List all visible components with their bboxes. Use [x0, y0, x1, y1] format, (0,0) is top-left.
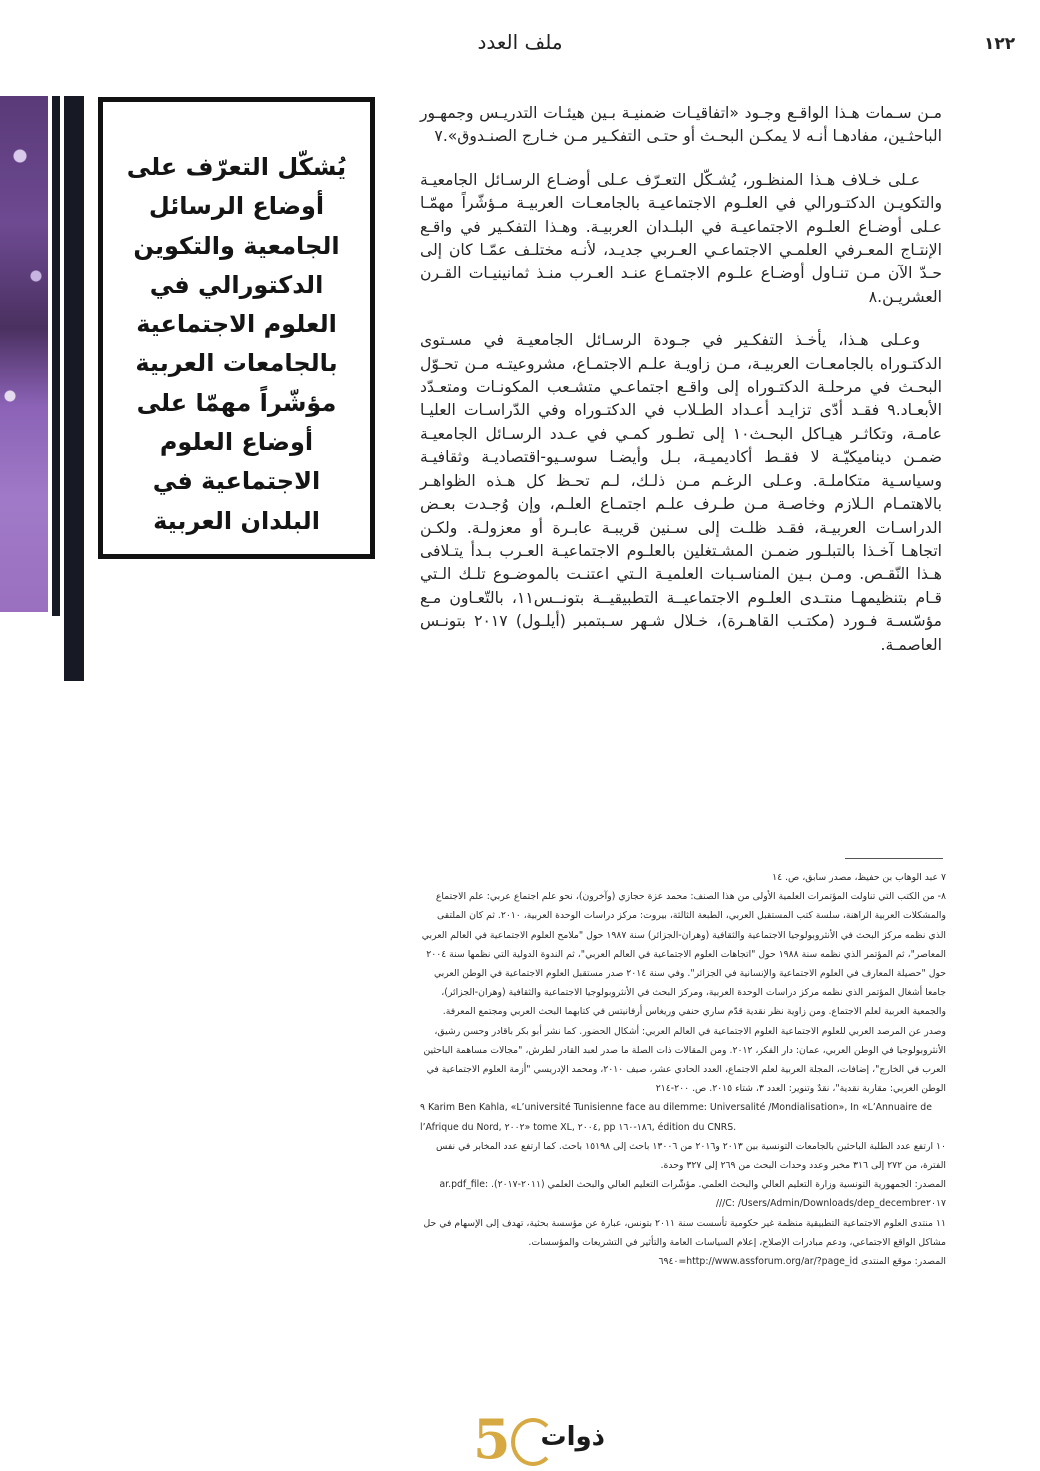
footnote: ١٠ ارتفع عدد الطلبة الباحثين بالجامعات التونسية بين ٢٠١٣ و٢٠١٦ من ١٣٠٠٦ باحث إلى ١٥١٩٨ باحث. كما ارتفع عدد المخابر في نفس الفترة، من ٢٧٢ إلى ٣١٦ مخبر وعدد وحدات البحث من ٢٦٩ إلى ٣٢٧ وحدة. — [435, 1140, 946, 1172]
article-paragraph: وعـلى هـذا، يأخـذ التفكـير في جـودة الرسـائل الجامعيـة في مسـتوى الدكتـوراه بالجامعـات العربيـة، مـن زاويـة علـم الاجتمـاع، مشروعيتـه مـن تحـوّل البحـث في مرحلـة الدكتـوراه إلى واقـع اجتماعـي متشـعب المكونـات ومتعـدّد الأبعـاد.٩ فقـد أدّى تزايـد أعـداد الطـلاب في الدكتـوراه وفي الدّراسـات العليـا عامـة، وتكاثـر هيـاكل البحـث١٠ إلى تطـور كمـي في عـدد الرسـائل الجامعيـة ضمـن ديناميكيّـة لا فقـط أكاديميـة، بـل وأيضـا سوسـيو-اقتصاديـة وثقافيـة وسياسـية متكاملـة. وعـلى الرغـم مـن ذلـك، لـم تحـظ كل هـذه الظواهـر بالاهتمـام الـلازم وخاصـة مـن طـرف علـم اجتمـاع العلـم، وإن وُجـدت بعـض الدراسـات العربيـة، فقـد ظلـت إلى سـنين قريبـة عابـرة أو معزولـة. ولكـن اتجاهـا آخـذا بالتبلـور ضمـن المشـتغلين بالعلـوم الاجتماعيـة العـرب بـدأ يتـلافى هـذا النّقـص. ومـن بـين المناسـبات العلميـة الـتي اعتنـت بالموضـوع تلـك الـتي قـام بتنظيمهـا منتـدى العلـوم الاجتماعيــة التطبيقيــة بتونــس١١، بالتّعـاون مـع مؤسّسـة فـورد (مكتـب القاهـرة)، خـلال شـهر سـبتمبر (أيلـول) ٢٠١٧ بتونـس العاصمـة. — [420, 331, 942, 654]
footnote: ٩ Karim Ben Kahla, «L’université Tunisienne face au dilemme: Universalité /Mondialisation», In «L’Annuaire de l’Afrique du Nord, ٢٠٠٢» tome XL, ٢٠٠٤, pp ١٨٦-١٦٠, édition du CNRS. — [420, 1102, 932, 1133]
footnote: ١١ منتدى العلوم الاجتماعية التطبيقية منظمة غير حكومية تأسست سنة ٢٠١١ بتونس، عبارة عن مؤسسة بحثية، تهدف إلى الإسهام في حل مشاكل الواقع الاجتماعي، ودعم مبادرات الإصلاح، إعلام السياسات العامة والتأثير في التشريعات والمؤسسات. — [423, 1217, 946, 1248]
logo-mark: 5 — [473, 1407, 511, 1471]
footnote-source: المصدر: الجمهورية التونسية وزارة التعليم العالي والبحث العلمي. مؤشّرات التعليم العالي والبحث العلمي (٢٠١١-٢٠١٧). ar.pdf_file: ///C: /Users/Admin/Downloads/dep_decembre٢٠١٧ — [439, 1179, 946, 1210]
article-body — [420, 102, 942, 677]
section-title: ملف العدد — [477, 30, 563, 54]
footnote: ٧ عبد الوهاب بن حفيظ، مصدر سابق، ص. ١٤ — [772, 872, 946, 883]
pull-quote-box — [98, 97, 375, 559]
logo-text: ذوات — [540, 1422, 605, 1452]
footnotes — [420, 868, 946, 1271]
decorative-bar — [52, 96, 60, 616]
article-paragraph: مـن سـمات هـذا الواقـع وجـود «اتفاقيـات ضمنيـة بـين هيئـات التدريـس وجمهـور الباحثـين، مفادهـا أنـه لا يمكـن البحـث أو حتـى التفكـير مـن خـارج الصنـدوق».٧ — [420, 104, 942, 146]
footnote-source: المصدر: موقع المنتدى http://www.assforum.org/ar/?page_id=٦٩٤٠ — [658, 1256, 946, 1268]
magazine-logo — [473, 1407, 605, 1471]
article-paragraph: عـلى خـلاف هـذا المنظـور، يُشـكّل التعـرّف عـلى أوضـاع الرسـائل الجامعيـة والتكويـن الدكتـورالي في العلـوم الاجتماعيـة بالجامعـات العربيـة مـؤشّراً مهمّـا عـلى أوضـاع العلـوم الاجتماعيـة في البلـدان العربيـة. وهـذا التفكـير في واقـع الإنتـاج المعـرفي العلمـي الاجتماعـي العـربي جديـد، لأنـه مختلـف عمّـا كان إلى حـدّ الآن مـن تنـاول أوضـاع علـوم الاجتمـاع عنـد العـرب منـذ ثمانينيـات القـرن العشريـن.٨ — [420, 170, 942, 306]
footnote-divider — [845, 858, 943, 859]
pull-quote-text: يُشكّل التعرّف على أوضاع الرسائل الجامعية والتكوين الدكتورالي في العلوم الاجتماعية بالجامعات العربية مؤشّراً مهمّا على أوضاع العلوم الاجتماعية في البلدان العربية — [126, 153, 347, 535]
footnote: ٨- من الكتب التي تناولت المؤتمرات العلمية الأولى من هذا الصنف: محمد عزة حجازي (وآخرون)، نحو علم اجتماع عربي: علم الاجتماع والمشكلات العربية الراهنة، سلسة كتب المستقبل العربي، الطبعة الثالثة، بيروت: مركز دراسات الوحدة العربية، ٢٠١٠. ثم كان الملتقى الذي نظمه مركز البحث في الأنثروبولوجيا الاجتماعية والثقافية (وهران-الجزائر) سنة ١٩٨٧ حول "ملامح العلوم الاجتماعية في العالم العربي المعاصر"، ثم المؤتمر الذي نظمه سنة ١٩٨٨ حول "اتجاهات العلوم الاجتماعية في العالم العربي"، ثم الندوة الدولية التي نظمها سنة ٢٠٠٤ حول "حصيلة المعارف في العلوم الاجتماعية والإنسانية في الجزائر". وفي سنة ٢٠١٤ صدر مستقبل العلوم الاجتماعية في الوطن العربي جامعا أشغال المؤتمر الذي نظمه مركز دراسات الوحدة العربية، ومركز البحث في الأنثروبولوجيا الاجتماعية والثقافية (وهران-الجزائر)، والجمعية العربية لعلم الاجتماع. ومن زاوية نظر نقدية قدّم ساري حنفي وريغاس أرفانيتس في كتابهما البحث العربي ومجتمع المعرفة. وصدر عن المرصد العربي للعلوم الاجتماعية العلوم الاجتماعية في العالم العربي: أشكال الحضور. كما نشر أبو بكر باقادر وحسن رشيق، الأنثروبولوجيا في الوطن العربي، عمان: دار الفكر، ٢٠١٢. ومن المقالات ذات الصلة ما صدر لعبد القادر لطرش، "مجالات مساهمة الباحثين العرب في الخارج"، إضافات، المجلة العربية لعلم الاجتماع، العدد الحادي عشر، صيف ٢٠١٠، ومحمد الإدريسي "أزمة العلوم الاجتماعية في الوطن العربي: مقاربة نقدية"، نقدٌ وتنوير: العدد ٣، شتاء ٢٠١٥. ص. ٢٠٠-٢١٤ — [421, 891, 946, 1095]
page-number: ١٢٢ — [984, 34, 1016, 54]
decorative-photo-strip — [0, 96, 48, 612]
decorative-bar — [64, 96, 84, 681]
